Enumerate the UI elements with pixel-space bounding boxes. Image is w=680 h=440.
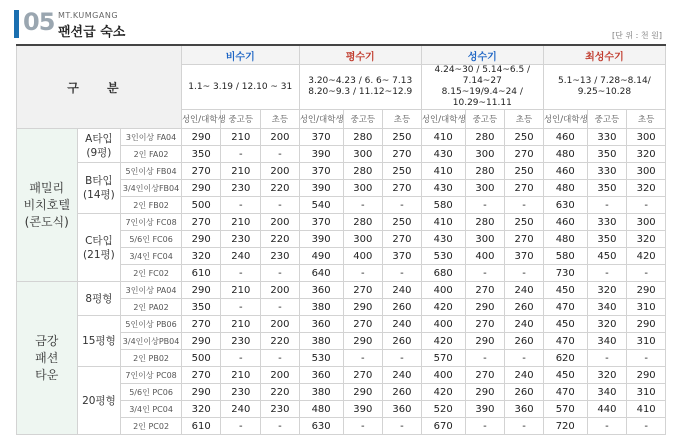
age-column-header: 성인/대학생 — [299, 110, 343, 129]
room-occupancy-cell: 2인 FA02 — [121, 146, 182, 163]
price-cell: - — [587, 197, 627, 214]
price-cell: 250 — [383, 214, 422, 231]
price-cell: 450 — [587, 248, 627, 265]
price-cell: 280 — [343, 129, 383, 146]
price-cell: 460 — [543, 129, 587, 146]
price-cell: 280 — [343, 163, 383, 180]
room-occupancy-cell: 3인이상 PA04 — [121, 282, 182, 299]
price-cell: 380 — [299, 333, 343, 350]
price-cell: - — [465, 197, 505, 214]
price-cell: - — [221, 197, 261, 214]
age-column-header: 초등 — [627, 110, 666, 129]
price-cell: - — [505, 265, 544, 282]
price-cell: - — [627, 265, 666, 282]
table-row — [17, 316, 666, 333]
price-cell: - — [343, 197, 383, 214]
price-cell: 400 — [465, 248, 505, 265]
price-cell: - — [587, 350, 627, 367]
room-occupancy-cell: 3/4인이상FB04 — [121, 180, 182, 197]
room-occupancy-cell: 2인 PB02 — [121, 350, 182, 367]
price-cell: 330 — [587, 163, 627, 180]
price-cell: 280 — [465, 214, 505, 231]
price-cell: 310 — [627, 299, 666, 316]
price-cell: 270 — [465, 316, 505, 333]
price-cell: 240 — [383, 282, 422, 299]
price-cell: 390 — [299, 146, 343, 163]
price-cell: 630 — [543, 197, 587, 214]
price-cell: 200 — [261, 367, 300, 384]
price-cell: 340 — [587, 384, 627, 401]
price-cell: 220 — [261, 180, 300, 197]
price-cell: 290 — [181, 333, 221, 350]
price-cell: - — [465, 350, 505, 367]
price-cell: 400 — [421, 282, 465, 299]
season-dates: 3.20~4.23 / 6. 6~ 7.13 8.20~9.3 / 11.12~12.9 — [299, 65, 421, 110]
price-cell: 410 — [421, 163, 465, 180]
season-dates: 4.24~30 / 5.14~6.5 / 7.14~27 8.15~19/9.4~24 / 10.29~11.11 — [421, 65, 543, 110]
price-cell: 330 — [587, 214, 627, 231]
season-header: 평수기 — [299, 45, 421, 65]
price-cell: 270 — [383, 231, 422, 248]
room-type-cell: C타입 (21평) — [77, 214, 121, 282]
price-cell: - — [465, 265, 505, 282]
price-table — [16, 44, 666, 435]
price-cell: - — [627, 197, 666, 214]
price-cell: - — [261, 197, 300, 214]
price-cell: 260 — [383, 384, 422, 401]
price-cell: 260 — [505, 299, 544, 316]
price-cell: 350 — [587, 180, 627, 197]
price-cell: - — [505, 197, 544, 214]
category-cell: 패밀리 비치호텔 (콘도식) — [17, 129, 78, 282]
price-cell: 440 — [587, 401, 627, 418]
price-cell: 430 — [421, 231, 465, 248]
age-column-header: 초등 — [505, 110, 544, 129]
price-cell: 500 — [181, 197, 221, 214]
price-cell: 240 — [505, 282, 544, 299]
price-cell: 320 — [627, 146, 666, 163]
price-cell: 320 — [587, 367, 627, 384]
price-cell: 370 — [383, 248, 422, 265]
price-cell: 290 — [181, 231, 221, 248]
price-cell: 380 — [299, 299, 343, 316]
room-occupancy-cell: 5인이상 FB04 — [121, 163, 182, 180]
price-cell: 300 — [343, 231, 383, 248]
price-cell: - — [383, 265, 422, 282]
price-cell: 470 — [543, 333, 587, 350]
price-cell: 680 — [421, 265, 465, 282]
price-cell: 200 — [261, 282, 300, 299]
price-cell: 270 — [465, 282, 505, 299]
age-column-header: 중고등 — [465, 110, 505, 129]
price-cell: 470 — [543, 384, 587, 401]
price-cell: 310 — [627, 333, 666, 350]
price-cell: 370 — [299, 214, 343, 231]
price-cell: 420 — [421, 299, 465, 316]
price-cell: - — [627, 350, 666, 367]
price-cell: 270 — [465, 367, 505, 384]
price-cell: - — [343, 265, 383, 282]
age-column-header: 초등 — [383, 110, 422, 129]
header-accent-bar — [14, 10, 19, 38]
price-cell: 270 — [181, 316, 221, 333]
price-cell: 290 — [181, 282, 221, 299]
price-cell: 320 — [587, 282, 627, 299]
price-cell: 290 — [343, 384, 383, 401]
price-cell: 420 — [627, 248, 666, 265]
price-cell: 310 — [627, 384, 666, 401]
age-column-header: 중고등 — [587, 110, 627, 129]
price-cell: 220 — [261, 231, 300, 248]
price-cell: 210 — [221, 316, 261, 333]
price-cell: 450 — [543, 282, 587, 299]
price-cell: 350 — [181, 299, 221, 316]
price-cell: 250 — [383, 129, 422, 146]
section-number: 05 — [23, 8, 55, 36]
age-column-header: 성인/대학생 — [543, 110, 587, 129]
price-cell: 270 — [383, 180, 422, 197]
price-cell: - — [261, 146, 300, 163]
price-cell: 200 — [261, 316, 300, 333]
price-cell: 290 — [465, 333, 505, 350]
price-cell: - — [627, 418, 666, 435]
price-cell: 270 — [343, 316, 383, 333]
room-occupancy-cell: 3인이상 FA04 — [121, 129, 182, 146]
price-cell: 320 — [587, 316, 627, 333]
price-cell: 230 — [221, 333, 261, 350]
room-occupancy-cell: 2인 PA02 — [121, 299, 182, 316]
price-cell: 580 — [543, 248, 587, 265]
price-cell: 260 — [505, 384, 544, 401]
price-cell: 270 — [181, 163, 221, 180]
room-occupancy-cell: 2인 FB02 — [121, 197, 182, 214]
price-cell: 360 — [505, 401, 544, 418]
price-cell: 230 — [261, 248, 300, 265]
price-cell: 320 — [627, 180, 666, 197]
price-cell: 530 — [421, 248, 465, 265]
price-cell: 230 — [221, 180, 261, 197]
price-cell: 260 — [383, 333, 422, 350]
table-row — [17, 163, 666, 180]
price-cell: - — [261, 265, 300, 282]
price-cell: 270 — [343, 367, 383, 384]
price-cell: 290 — [627, 316, 666, 333]
price-cell: 390 — [299, 180, 343, 197]
price-cell: 290 — [181, 129, 221, 146]
price-cell: 270 — [181, 214, 221, 231]
table-row — [17, 214, 666, 231]
section-title: 팬션급 숙소 — [58, 25, 126, 40]
price-cell: 580 — [421, 197, 465, 214]
season-header: 성수기 — [421, 45, 543, 65]
room-type-cell: 8평형 — [77, 282, 121, 316]
price-cell: 350 — [181, 146, 221, 163]
price-cell: 290 — [465, 299, 505, 316]
price-cell: 370 — [505, 248, 544, 265]
price-cell: 230 — [221, 231, 261, 248]
price-cell: 670 — [421, 418, 465, 435]
room-type-cell: 15평형 — [77, 316, 121, 367]
price-cell: 220 — [261, 333, 300, 350]
price-cell: 270 — [505, 146, 544, 163]
price-cell: 370 — [299, 163, 343, 180]
price-cell: 250 — [505, 163, 544, 180]
price-cell: - — [465, 418, 505, 435]
price-cell: 610 — [181, 418, 221, 435]
price-cell: 410 — [627, 401, 666, 418]
price-cell: - — [343, 418, 383, 435]
price-cell: 240 — [221, 248, 261, 265]
price-cell: 290 — [465, 384, 505, 401]
price-cell: 480 — [299, 401, 343, 418]
price-cell: 480 — [543, 180, 587, 197]
price-cell: 210 — [221, 282, 261, 299]
season-header: 최성수기 — [543, 45, 665, 65]
price-cell: 240 — [505, 316, 544, 333]
category-cell: 금강 패션 타운 — [17, 282, 78, 435]
price-cell: 340 — [587, 333, 627, 350]
room-type-cell: A타입 (9평) — [77, 129, 121, 163]
price-cell: 210 — [221, 129, 261, 146]
price-cell: - — [343, 350, 383, 367]
price-cell: 230 — [221, 384, 261, 401]
price-cell: 530 — [299, 350, 343, 367]
price-cell: 210 — [221, 367, 261, 384]
price-cell: - — [587, 418, 627, 435]
age-column-header: 중고등 — [343, 110, 383, 129]
table-row — [17, 367, 666, 384]
price-cell: 430 — [421, 180, 465, 197]
price-cell: 270 — [181, 367, 221, 384]
price-cell: 410 — [421, 214, 465, 231]
price-cell: 230 — [261, 401, 300, 418]
room-occupancy-cell: 5/6인 PC06 — [121, 384, 182, 401]
price-cell: 290 — [181, 180, 221, 197]
price-cell: 330 — [587, 129, 627, 146]
price-cell: - — [261, 418, 300, 435]
price-cell: 240 — [383, 367, 422, 384]
price-cell: 480 — [543, 146, 587, 163]
age-column-header: 성인/대학생 — [181, 110, 221, 129]
price-cell: 270 — [505, 231, 544, 248]
price-cell: 290 — [627, 282, 666, 299]
unit-label: [단 위 : 천 원] — [611, 31, 662, 40]
price-cell: 460 — [543, 163, 587, 180]
price-cell: 270 — [343, 282, 383, 299]
price-cell: 490 — [299, 248, 343, 265]
price-cell: 290 — [343, 333, 383, 350]
age-column-header: 초등 — [261, 110, 300, 129]
room-type-cell: B타입 (14평) — [77, 163, 121, 214]
price-cell: 450 — [543, 316, 587, 333]
room-occupancy-cell: 2인 FC02 — [121, 265, 182, 282]
price-cell: 390 — [299, 231, 343, 248]
price-cell: 450 — [543, 367, 587, 384]
price-cell: 300 — [627, 129, 666, 146]
price-cell: 620 — [543, 350, 587, 367]
room-occupancy-cell: 3/4인 FC04 — [121, 248, 182, 265]
price-cell: 430 — [421, 146, 465, 163]
price-cell: 500 — [181, 350, 221, 367]
price-cell: 610 — [181, 265, 221, 282]
table-row — [17, 282, 666, 299]
price-cell: - — [221, 418, 261, 435]
room-occupancy-cell: 7인이상 FC08 — [121, 214, 182, 231]
section-subtitle: MT.KUMGANG — [58, 11, 119, 20]
price-cell: 720 — [543, 418, 587, 435]
price-cell: 290 — [627, 367, 666, 384]
price-cell: 250 — [383, 163, 422, 180]
price-cell: 410 — [421, 129, 465, 146]
price-cell: 320 — [181, 401, 221, 418]
price-cell: 290 — [343, 299, 383, 316]
price-cell: 350 — [587, 231, 627, 248]
price-cell: - — [261, 299, 300, 316]
room-occupancy-cell: 5/6인 FC06 — [121, 231, 182, 248]
price-cell: 380 — [299, 384, 343, 401]
price-cell: 420 — [421, 333, 465, 350]
price-cell: 360 — [299, 367, 343, 384]
price-cell: 280 — [465, 163, 505, 180]
price-cell: 240 — [505, 367, 544, 384]
price-cell: - — [221, 265, 261, 282]
price-cell: 270 — [383, 146, 422, 163]
price-cell: 570 — [543, 401, 587, 418]
price-cell: 400 — [421, 367, 465, 384]
price-cell: 640 — [299, 265, 343, 282]
price-cell: 300 — [343, 146, 383, 163]
price-cell: 200 — [261, 129, 300, 146]
room-occupancy-cell: 3/4인이상PB04 — [121, 333, 182, 350]
price-cell: 540 — [299, 197, 343, 214]
table-row — [17, 129, 666, 146]
room-occupancy-cell: 3/4인 PC04 — [121, 401, 182, 418]
price-cell: 370 — [299, 129, 343, 146]
price-cell: 300 — [627, 163, 666, 180]
price-cell: 270 — [505, 180, 544, 197]
price-cell: 460 — [543, 214, 587, 231]
price-cell: - — [383, 350, 422, 367]
age-column-header: 중고등 — [221, 110, 261, 129]
price-cell: - — [383, 197, 422, 214]
price-cell: 210 — [221, 214, 261, 231]
age-column-header: 성인/대학생 — [421, 110, 465, 129]
price-cell: 390 — [465, 401, 505, 418]
price-cell: 220 — [261, 384, 300, 401]
price-cell: 340 — [587, 299, 627, 316]
gubun-header: 구 분 — [17, 45, 182, 129]
price-cell: 300 — [343, 180, 383, 197]
room-type-cell: 20평형 — [77, 367, 121, 435]
price-cell: - — [221, 146, 261, 163]
price-cell: - — [383, 418, 422, 435]
price-cell: 300 — [465, 146, 505, 163]
price-cell: 390 — [343, 401, 383, 418]
price-cell: 300 — [465, 231, 505, 248]
price-cell: 300 — [627, 214, 666, 231]
price-cell: 280 — [465, 129, 505, 146]
price-cell: 360 — [299, 282, 343, 299]
price-cell: 320 — [181, 248, 221, 265]
price-cell: 250 — [505, 214, 544, 231]
season-header: 비수기 — [181, 45, 299, 65]
price-cell: 320 — [627, 231, 666, 248]
season-dates: 1.1~ 3.19 / 12.10 ~ 31 — [181, 65, 299, 110]
price-cell: - — [221, 299, 261, 316]
price-cell: 480 — [543, 231, 587, 248]
price-cell: 420 — [421, 384, 465, 401]
price-cell: 300 — [465, 180, 505, 197]
price-cell: 200 — [261, 214, 300, 231]
price-cell: - — [261, 350, 300, 367]
price-cell: 400 — [421, 316, 465, 333]
price-cell: 290 — [181, 384, 221, 401]
price-cell: - — [505, 418, 544, 435]
price-cell: 240 — [383, 316, 422, 333]
price-cell: 260 — [383, 299, 422, 316]
price-cell: - — [587, 265, 627, 282]
price-cell: 570 — [421, 350, 465, 367]
room-occupancy-cell: 5인이상 PB06 — [121, 316, 182, 333]
price-cell: 520 — [421, 401, 465, 418]
price-cell: 400 — [343, 248, 383, 265]
room-occupancy-cell: 2인 PC02 — [121, 418, 182, 435]
price-cell: 280 — [343, 214, 383, 231]
price-cell: 360 — [299, 316, 343, 333]
price-cell: 200 — [261, 163, 300, 180]
price-cell: 360 — [383, 401, 422, 418]
season-dates: 5.1~13 / 7.28~8.14/ 9.25~10.28 — [543, 65, 665, 110]
price-cell: - — [505, 350, 544, 367]
price-cell: 260 — [505, 333, 544, 350]
price-cell: 240 — [221, 401, 261, 418]
price-cell: 470 — [543, 299, 587, 316]
price-cell: 210 — [221, 163, 261, 180]
price-cell: - — [221, 350, 261, 367]
room-occupancy-cell: 7인이상 PC08 — [121, 367, 182, 384]
price-cell: 250 — [505, 129, 544, 146]
price-cell: 730 — [543, 265, 587, 282]
price-cell: 350 — [587, 146, 627, 163]
price-cell: 630 — [299, 418, 343, 435]
